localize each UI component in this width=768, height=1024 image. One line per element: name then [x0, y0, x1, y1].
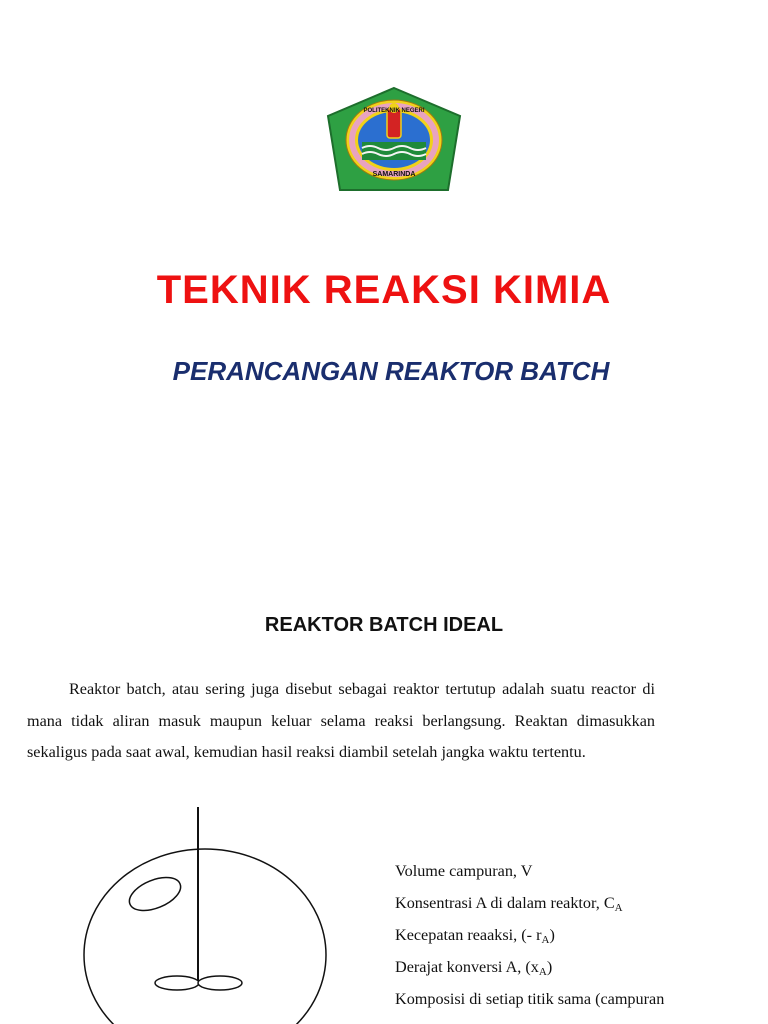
- variable-item: Konsentrasi A di dalam reaktor, $C_A$: [395, 894, 623, 914]
- page-title: TEKNIK REAKSI KIMIA: [156, 268, 612, 312]
- variable-item: Komposisi di setiap titik sama (campuran: [395, 990, 665, 1008]
- logo-bottom-text: SAMARINDA: [372, 171, 416, 178]
- batch-reactor-diagram: [80, 805, 332, 1024]
- politeknik-samarinda-logo: [324, 86, 464, 198]
- stirrer-blade-left: [155, 976, 199, 990]
- variable-item: Derajat konversi A, $(x_A)$: [395, 958, 553, 978]
- logo-green-band: [362, 142, 426, 160]
- variable-item: Volume campuran, V: [395, 862, 533, 880]
- body-paragraph: Reaktor batch, atau sering juga disebut sebagai reaktor tertutup adalah suatu reactor di mana tidak aliran masuk maupun keluar selama reaksi berlangsung. Reaktan dimasukkan sekaligus pada saat awal, kemudian hasil reaksi diambil setelah jangka waktu tertentu.: [27, 680, 655, 761]
- reactor-vessel: [84, 849, 326, 1024]
- section-heading: REAKTOR BATCH IDEAL: [264, 614, 504, 636]
- variable-item: Kecepatan reaaksi, (- $r_A$): [395, 926, 555, 946]
- reactor-bubble: [125, 871, 186, 917]
- page-subtitle: PERANCANGAN REAKTOR BATCH: [172, 356, 610, 386]
- variable-list: [395, 855, 755, 1015]
- stirrer-blade-right: [198, 976, 242, 990]
- logo-top-text: POLITEKNIK NEGERI: [363, 108, 425, 114]
